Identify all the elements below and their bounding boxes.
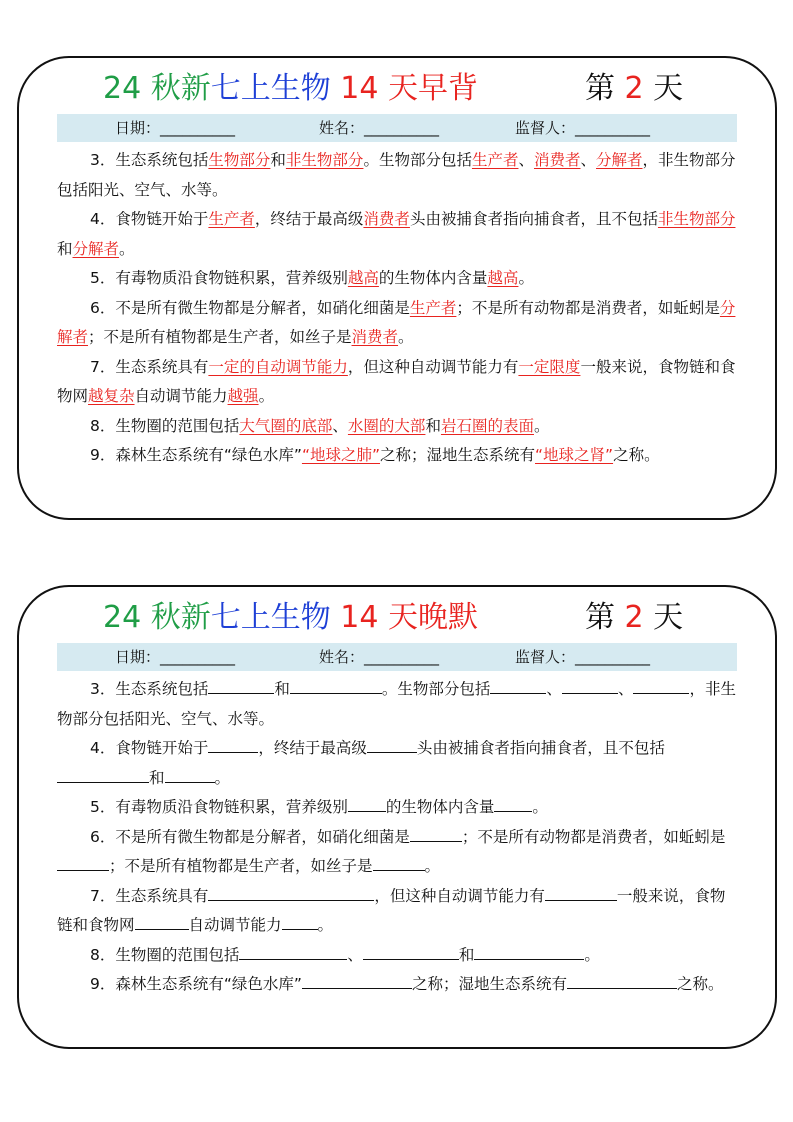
item-text: 森林生态系统有“绿色水库” xyxy=(115,975,302,993)
answer: 越复杂 xyxy=(88,387,135,405)
morning-item-3 xyxy=(57,146,739,205)
blank-field[interactable] xyxy=(208,734,258,753)
blank-field[interactable] xyxy=(633,675,689,694)
item-text: 生物圈的范围包括 xyxy=(115,416,240,435)
morning-item-6 xyxy=(57,294,739,353)
item-text: 3． xyxy=(90,680,116,698)
item-text: 之称。 xyxy=(676,975,724,993)
item-text: 。 xyxy=(317,916,334,934)
item-text: 有毒物质沿食物链积累，营养级别 xyxy=(115,269,348,287)
item-text: 3． xyxy=(90,151,116,169)
blank-field[interactable] xyxy=(562,675,618,694)
blank-field[interactable] xyxy=(490,675,546,694)
item-text: 一般来说，食物链和食物网 xyxy=(57,357,736,405)
morning-recite-card xyxy=(17,56,777,520)
item-text: ，但这种自动调节能力有 xyxy=(347,357,519,376)
item-text: 和 xyxy=(57,239,73,258)
item-text: 之称；湿地生态系统有 xyxy=(380,446,536,464)
morning-items xyxy=(57,146,739,471)
answer: 大气圈的底部 xyxy=(239,416,333,435)
blank-field[interactable] xyxy=(208,675,274,694)
item-text: 食物链开始于 xyxy=(115,739,209,757)
item-text: 一般来说，食物链和食物网 xyxy=(57,886,726,934)
item-text: 、 xyxy=(332,416,348,435)
item-text: 。 xyxy=(532,798,548,816)
blank-field[interactable] xyxy=(348,793,386,812)
item-text: 4． xyxy=(90,739,116,757)
item-text: 4． xyxy=(90,210,116,228)
item-text: 。 xyxy=(584,945,600,964)
item-text: 和 xyxy=(274,680,290,698)
item-text: 和 xyxy=(458,945,475,964)
item-text: 。 xyxy=(533,416,550,435)
item-text: 森林生态系统有“绿色水库” xyxy=(115,446,302,464)
item-text: ；不是所有动物都是消费者，如蚯蚓是 xyxy=(456,298,720,317)
item-text: 8． xyxy=(90,945,116,964)
evening-item-4 xyxy=(57,734,739,793)
answer: 非生物部分 xyxy=(657,210,736,228)
answer: 消费者 xyxy=(351,328,399,346)
item-text: 食物链开始于 xyxy=(115,210,209,228)
blank-field[interactable] xyxy=(290,675,382,694)
answer: 生产者 xyxy=(471,151,519,169)
evening-item-8 xyxy=(57,941,739,971)
answer: 一定限度 xyxy=(518,357,581,376)
date-field[interactable]: 日期：__________ xyxy=(115,648,236,666)
item-text: ，终结于最高级 xyxy=(254,210,364,228)
name-field[interactable]: 姓名：__________ xyxy=(319,119,440,137)
morning-item-7 xyxy=(57,353,739,412)
blank-field[interactable] xyxy=(135,911,189,930)
blank-field[interactable] xyxy=(239,941,347,960)
item-text: 、 xyxy=(518,151,534,169)
item-text: 。 xyxy=(398,328,414,346)
answer: 生产者 xyxy=(409,298,457,317)
item-text: 。 xyxy=(119,239,135,258)
evening-meta-bar xyxy=(57,643,737,671)
evening-title-main: 24 秋新七上生物 14 天晚默 xyxy=(103,600,478,635)
item-text: ，非生物部分包括阳光、空气、水等。 xyxy=(57,151,736,199)
item-text: 的生物体内含量 xyxy=(378,269,488,287)
blank-field[interactable] xyxy=(474,941,584,960)
answer: 消费者 xyxy=(363,210,410,228)
blank-field[interactable] xyxy=(363,941,459,960)
item-text: 的生物体内含量 xyxy=(385,798,495,816)
morning-item-9 xyxy=(57,441,739,471)
answer: 分解者 xyxy=(596,151,643,169)
item-text: 7． xyxy=(90,357,116,376)
morning-item-5 xyxy=(57,264,739,294)
item-text: ；不是所有动物都是消费者，如蚯蚓是 xyxy=(461,827,726,846)
item-text: 头由被捕食者指向捕食者，且不包括 xyxy=(416,739,665,757)
evening-dictation-card xyxy=(17,585,777,1049)
blank-field[interactable] xyxy=(410,823,462,842)
item-text: 9． xyxy=(90,446,116,464)
morning-day-label: 第 2 天 xyxy=(585,71,684,106)
item-text: 、 xyxy=(347,945,363,964)
blank-field[interactable] xyxy=(282,911,318,930)
morning-title-main: 24 秋新七上生物 14 天早背 xyxy=(103,71,478,106)
item-text: 。 xyxy=(518,269,534,287)
morning-item-8 xyxy=(57,412,739,442)
supervisor-field[interactable]: 监督人：__________ xyxy=(515,119,651,137)
item-text: 生态系统具有 xyxy=(115,886,209,905)
item-text: 头由被捕食者指向捕食者，且不包括 xyxy=(409,210,658,228)
answer: 岩石圈的表面 xyxy=(440,416,534,435)
item-text: 9． xyxy=(90,975,116,993)
answer: 分解者 xyxy=(57,298,736,346)
name-field[interactable]: 姓名：__________ xyxy=(319,648,440,666)
item-text: 之称。 xyxy=(613,446,660,464)
item-text: ，非生物部分包括阳光、空气、水等。 xyxy=(57,680,736,728)
evening-item-5 xyxy=(57,793,739,823)
item-text: 之称；湿地生态系统有 xyxy=(411,975,567,993)
item-text: 8． xyxy=(90,416,116,435)
item-text: 不是所有微生物都是分解者，如硝化细菌是 xyxy=(115,298,410,317)
blank-field[interactable] xyxy=(567,970,677,989)
item-text: 和 xyxy=(149,768,165,787)
blank-field[interactable] xyxy=(165,764,215,783)
answer: 一定的自动调节能力 xyxy=(208,357,348,376)
item-text: 7． xyxy=(90,886,116,905)
blank-field[interactable] xyxy=(545,882,617,901)
date-field[interactable]: 日期：__________ xyxy=(115,119,236,137)
answer: 生物部分 xyxy=(208,151,271,169)
item-text: 。生物部分包括 xyxy=(363,151,472,169)
item-text: 和 xyxy=(270,151,286,169)
item-text: 自动调节能力 xyxy=(134,387,228,405)
item-text: 不是所有微生物都是分解者，如硝化细菌是 xyxy=(115,827,410,846)
answer: 越高 xyxy=(347,269,379,287)
item-text: 。 xyxy=(214,768,231,787)
item-text: 5． xyxy=(90,798,116,816)
item-text: ；不是所有植物都是生产者，如丝子是 xyxy=(109,857,373,875)
item-text: 生态系统具有 xyxy=(115,357,209,376)
evening-item-9 xyxy=(57,970,739,1000)
morning-item-4 xyxy=(57,205,739,264)
item-text: 。 xyxy=(258,387,275,405)
blank-field[interactable] xyxy=(57,852,109,871)
item-text: 。 xyxy=(424,857,441,875)
item-text: 和 xyxy=(425,416,441,435)
evening-item-3 xyxy=(57,675,739,734)
evening-day-label: 第 2 天 xyxy=(585,600,684,635)
answer: 越高 xyxy=(487,269,519,287)
item-text: ，但这种自动调节能力有 xyxy=(374,886,545,905)
answer: 越强 xyxy=(227,387,259,405)
item-text: 、 xyxy=(546,680,562,698)
item-text: 生态系统包括 xyxy=(115,151,209,169)
item-text: 生物圈的范围包括 xyxy=(115,945,240,964)
morning-meta-bar xyxy=(57,114,737,142)
item-text: ；不是所有植物都是生产者，如丝子是 xyxy=(88,328,352,346)
blank-field[interactable] xyxy=(373,852,425,871)
morning-title xyxy=(19,66,775,112)
item-text: 自动调节能力 xyxy=(188,916,282,934)
item-text: 6． xyxy=(90,298,116,317)
item-text: 生态系统包括 xyxy=(115,680,209,698)
answer: 分解者 xyxy=(72,239,120,258)
blank-field[interactable] xyxy=(208,882,374,901)
blank-field[interactable] xyxy=(367,734,417,753)
answer: “地球之肾” xyxy=(535,446,614,464)
answer: 非生物部分 xyxy=(285,151,364,169)
blank-field[interactable] xyxy=(494,793,532,812)
evening-item-6 xyxy=(57,823,739,882)
answer: “地球之肺” xyxy=(301,446,380,464)
answer: 生产者 xyxy=(208,210,255,228)
evening-items xyxy=(57,675,739,1000)
item-text: 有毒物质沿食物链积累，营养级别 xyxy=(115,798,348,816)
evening-title xyxy=(19,595,775,641)
item-text: 、 xyxy=(580,151,597,169)
blank-field[interactable] xyxy=(57,764,149,783)
blank-field[interactable] xyxy=(302,970,412,989)
evening-item-7 xyxy=(57,882,739,941)
item-text: 、 xyxy=(617,680,634,698)
item-text: 。生物部分包括 xyxy=(381,680,491,698)
item-text: 5． xyxy=(90,269,116,287)
answer: 消费者 xyxy=(533,151,581,169)
answer: 水圈的大部 xyxy=(347,416,426,435)
item-text: 6． xyxy=(90,827,116,846)
item-text: ，终结于最高级 xyxy=(258,739,367,757)
supervisor-field[interactable]: 监督人：__________ xyxy=(515,648,651,666)
